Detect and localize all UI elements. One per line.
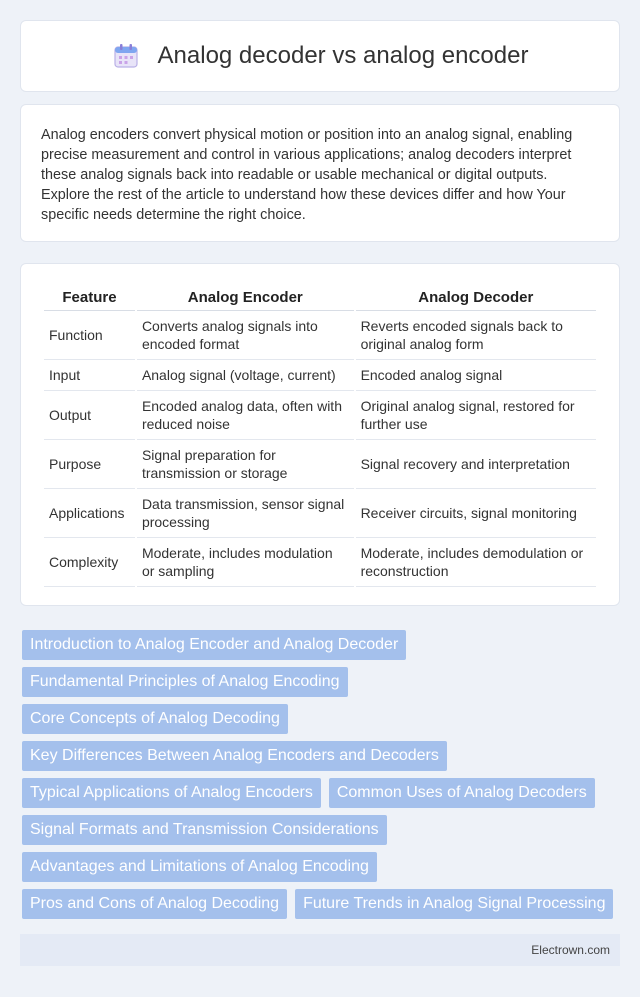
topic-link[interactable]: Advantages and Limitations of Analog Encoding <box>22 852 377 882</box>
footer-site-name: Electrown.com <box>531 943 610 957</box>
table-header: Analog Encoder <box>137 284 354 311</box>
title-card <box>20 20 620 92</box>
page-title: Analog decoder vs analog encoder <box>157 42 529 69</box>
table-cell: Moderate, includes demodulation or reconstruction <box>356 538 596 587</box>
link-row <box>22 778 618 808</box>
calendar-icon <box>112 42 140 70</box>
link-row <box>22 741 618 771</box>
table-cell: Moderate, includes modulation or sampling <box>137 538 354 587</box>
topic-link[interactable]: Key Differences Between Analog Encoders and Decoders <box>22 741 447 771</box>
link-row <box>22 667 618 697</box>
table-cell: Encoded analog signal <box>356 360 596 391</box>
table-header: Feature <box>44 284 135 311</box>
link-row <box>22 704 618 734</box>
table-row <box>44 391 596 440</box>
topic-link[interactable]: Pros and Cons of Analog Decoding <box>22 889 287 919</box>
table-row <box>44 360 596 391</box>
comparison-table <box>42 284 598 587</box>
table-cell: Signal recovery and interpretation <box>356 440 596 489</box>
intro-text: Analog encoders convert physical motion or position into an analog signal, enabling precise measurement and control in various applications; analog decoders interpret these analog signals back into readable or usable mechanical or digital outputs. Explore the rest of the article to understand how these devices differ and how Your specific needs determine the right choice. <box>41 127 573 223</box>
table-row <box>44 311 596 360</box>
topic-link[interactable]: Core Concepts of Analog Decoding <box>22 704 288 734</box>
link-row <box>22 852 618 882</box>
footer <box>20 934 620 966</box>
topic-link[interactable]: Signal Formats and Transmission Considerations <box>22 815 387 845</box>
table-cell: Analog signal (voltage, current) <box>137 360 354 391</box>
table-cell: Input <box>44 360 135 391</box>
table-cell: Reverts encoded signals back to original analog form <box>356 311 596 360</box>
table-cell: Original analog signal, restored for further use <box>356 391 596 440</box>
table-cell: Complexity <box>44 538 135 587</box>
comparison-table-card <box>20 263 620 606</box>
table-cell: Signal preparation for transmission or storage <box>137 440 354 489</box>
table-header-row <box>44 284 596 311</box>
table-header: Analog Decoder <box>356 284 596 311</box>
table-cell: Purpose <box>44 440 135 489</box>
table-cell: Output <box>44 391 135 440</box>
link-row <box>22 889 618 919</box>
intro-card <box>20 104 620 242</box>
topic-links <box>22 630 618 926</box>
topic-link[interactable]: Introduction to Analog Encoder and Analog Decoder <box>22 630 406 660</box>
link-row <box>22 815 618 845</box>
topic-link[interactable]: Typical Applications of Analog Encoders <box>22 778 321 808</box>
table-row <box>44 440 596 489</box>
table-cell: Receiver circuits, signal monitoring <box>356 489 596 538</box>
table-row <box>44 538 596 587</box>
topic-link[interactable]: Future Trends in Analog Signal Processing <box>295 889 613 919</box>
topic-link[interactable]: Fundamental Principles of Analog Encoding <box>22 667 348 697</box>
table-row <box>44 489 596 538</box>
table-cell: Data transmission, sensor signal processing <box>137 489 354 538</box>
topic-link[interactable]: Common Uses of Analog Decoders <box>329 778 595 808</box>
table-cell: Function <box>44 311 135 360</box>
table-cell: Applications <box>44 489 135 538</box>
table-cell: Converts analog signals into encoded format <box>137 311 354 360</box>
table-cell: Encoded analog data, often with reduced noise <box>137 391 354 440</box>
link-row <box>22 630 618 660</box>
